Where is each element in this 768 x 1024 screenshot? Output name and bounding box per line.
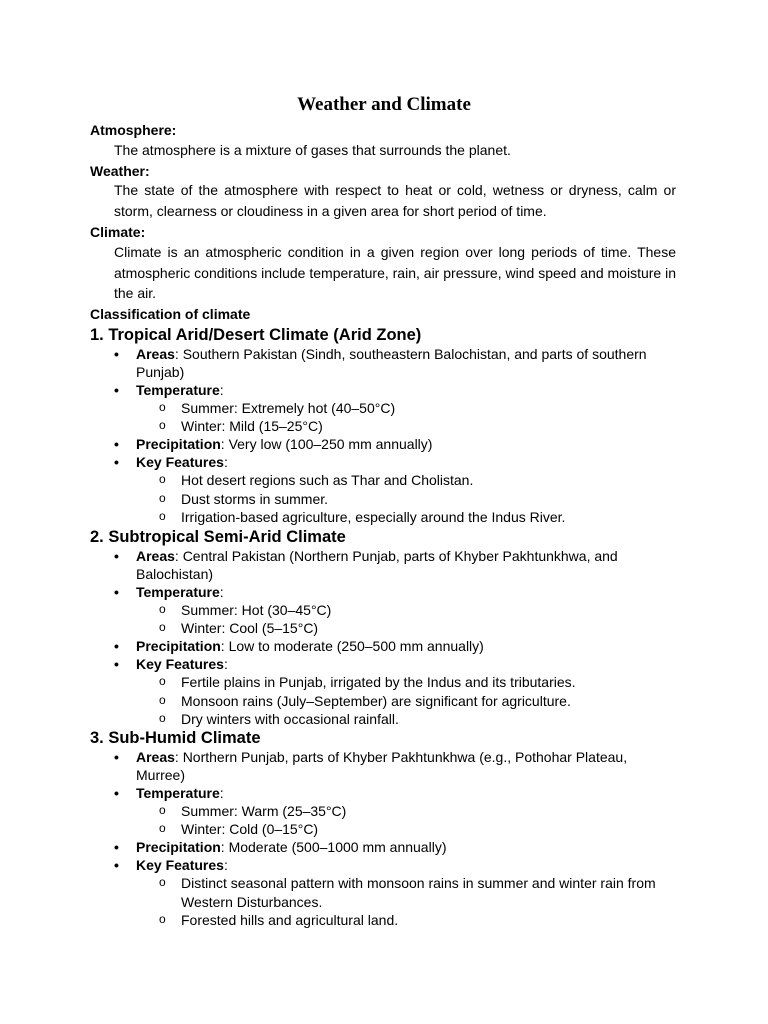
bullet-item-areas <box>90 748 676 784</box>
sub-item <box>136 802 671 820</box>
bullet-text: : Northern Punjab, parts of Khyber Pakhtunkhwa (e.g., Pothohar Plateau, Murree) <box>136 749 628 783</box>
sub-bullet-icon: o <box>159 692 166 707</box>
definition-term-climate: Climate: <box>90 224 146 240</box>
bullet-text: : <box>219 382 224 398</box>
sub-bullet-icon: o <box>159 472 166 487</box>
bullet-icon: • <box>114 785 119 801</box>
bullet-label: Precipitation <box>136 638 221 655</box>
sub-item <box>136 710 671 728</box>
sub-item-text: Summer: Extremely hot (40–50°C) <box>181 400 396 416</box>
bullet-label: Precipitation <box>136 436 221 453</box>
bullet-icon: • <box>114 656 119 673</box>
bullet-icon: • <box>114 454 119 471</box>
bullet-icon: • <box>114 839 119 856</box>
sub-item-text: Summer: Warm (25–35°C) <box>181 803 347 819</box>
bullet-icon: • <box>114 548 119 564</box>
bullet-item-temperature <box>90 381 676 435</box>
sub-item-text: Winter: Cool (5–15°C) <box>181 620 319 637</box>
bullet-text: : Southern Pakistan (Sindh, southeastern Balochistan, and parts of southern Punjab) <box>136 346 647 380</box>
sub-item-text: Irrigation-based agriculture, especially around the Indus River. <box>181 508 566 525</box>
sub-item-text: Monsoon rains (July–September) are significant for agriculture. <box>181 692 571 709</box>
sub-bullet-icon: o <box>159 674 166 689</box>
bullet-icon: • <box>114 638 119 655</box>
sub-list <box>90 673 676 728</box>
sub-bullet-icon: o <box>159 620 166 635</box>
bullet-label: Areas <box>136 749 175 765</box>
bullet-icon: • <box>114 584 119 600</box>
classification-heading: Classification of climate <box>90 306 251 322</box>
sub-item <box>136 692 671 710</box>
sub-item-text: Fertile plains in Punjab, irrigated by the Indus and its tributaries. <box>181 674 576 691</box>
sub-bullet-icon: o <box>159 875 166 890</box>
document-title: Weather and Climate <box>297 94 471 115</box>
section-title: 1. Tropical Arid/Desert Climate (Arid Zone) <box>90 326 422 344</box>
bullet-item-precipitation <box>90 838 676 856</box>
sub-list <box>90 471 676 526</box>
bullet-icon: • <box>114 346 119 362</box>
bullet-text: : Low to moderate (250–500 mm annually) <box>220 638 484 655</box>
sub-item-text: Dry winters with occasional rainfall. <box>181 710 399 727</box>
definition-text-climate: Climate is an atmospheric condition in a given region over long periods of time. These atmospheric conditions include temperature, rain, air pressure, wind speed and moisture in the air. <box>114 244 676 301</box>
bullet-text: : Very low (100–250 mm annually) <box>220 436 433 453</box>
bullet-icon: • <box>114 749 119 765</box>
definition-term-atmosphere: Atmosphere: <box>90 122 177 138</box>
definition-text-weather: The state of the atmosphere with respect to heat or cold, wetness or dryness, calm or storm, clearness or cloudiness in a given area for short period of time. <box>114 182 676 219</box>
bullet-label: Temperature <box>136 785 220 801</box>
bullet-list <box>90 547 690 728</box>
sub-item-text: Winter: Cold (0–15°C) <box>181 821 319 838</box>
sub-list <box>90 874 676 929</box>
bullet-text: : Central Pakistan (Northern Punjab, parts of Khyber Pakhtunkhwa, and Balochistan) <box>136 548 618 582</box>
sub-bullet-icon: o <box>159 710 166 725</box>
climate-section <box>90 527 690 728</box>
bullet-label: Key Features <box>136 656 224 673</box>
bullet-item-key-features <box>90 453 676 526</box>
bullet-label: Key Features <box>136 857 224 874</box>
sub-item <box>136 673 671 691</box>
sub-item-text: Dust storms in summer. <box>181 490 329 507</box>
sub-item-text: Forested hills and agricultural land. <box>181 911 399 928</box>
sub-item <box>136 399 671 417</box>
sub-bullet-icon: o <box>159 602 166 616</box>
sub-bullet-icon: o <box>159 490 166 505</box>
bullet-item-precipitation <box>90 637 676 655</box>
bullet-label: Key Features <box>136 454 224 471</box>
bullet-label: Precipitation <box>136 839 221 856</box>
bullet-text: : <box>219 785 224 801</box>
sub-item <box>136 471 671 489</box>
sub-item <box>136 874 671 910</box>
climate-section <box>90 728 690 929</box>
bullet-label: Areas <box>136 346 175 362</box>
bullet-icon: • <box>114 436 119 453</box>
bullet-label: Temperature <box>136 584 220 600</box>
sub-item <box>136 508 671 526</box>
bullet-list <box>90 345 690 526</box>
sub-item-text: Summer: Hot (30–45°C) <box>181 602 332 618</box>
bullet-item-temperature <box>90 784 676 838</box>
sub-item <box>136 911 671 929</box>
section-title: 3. Sub-Humid Climate <box>90 729 261 747</box>
sub-list <box>90 802 676 838</box>
sub-list <box>90 601 676 637</box>
sub-bullet-icon: o <box>159 418 166 433</box>
bullet-item-precipitation <box>90 435 676 453</box>
sub-item <box>136 490 671 508</box>
definition-term-weather: Weather: <box>90 163 150 179</box>
sub-item <box>136 417 671 435</box>
bullet-icon: • <box>114 857 119 874</box>
bullet-item-key-features <box>90 655 676 728</box>
bullet-text: : Moderate (500–1000 mm annually) <box>220 839 447 856</box>
bullet-label: Temperature <box>136 382 220 398</box>
bullet-list <box>90 748 690 929</box>
section-title: 2. Subtropical Semi-Arid Climate <box>90 528 346 546</box>
sub-item-text: Winter: Mild (15–25°C) <box>181 418 323 435</box>
bullet-text: : <box>219 584 224 600</box>
definition-text-atmosphere: The atmosphere is a mixture of gases that surrounds the planet. <box>114 142 511 158</box>
bullet-text: : <box>223 454 228 471</box>
climate-section <box>90 325 690 526</box>
bullet-item-temperature <box>90 583 676 637</box>
bullet-text: : <box>223 857 228 874</box>
bullet-label: Areas <box>136 548 175 564</box>
sub-bullet-icon: o <box>159 400 166 414</box>
bullet-item-areas <box>90 547 676 583</box>
sub-item <box>136 601 671 619</box>
sub-item <box>136 820 671 838</box>
sub-list <box>90 399 676 435</box>
sub-item <box>136 619 671 637</box>
sub-bullet-icon: o <box>159 508 166 523</box>
sub-item-text: Distinct seasonal pattern with monsoon rains in summer and winter rain from Western Disturbances. <box>181 875 656 910</box>
bullet-item-areas <box>90 345 676 381</box>
sub-bullet-icon: o <box>159 911 166 926</box>
bullet-text: : <box>223 656 228 673</box>
sub-item-text: Hot desert regions such as Thar and Cholistan. <box>181 472 474 489</box>
sub-bullet-icon: o <box>159 803 166 817</box>
sub-bullet-icon: o <box>159 821 166 836</box>
bullet-item-key-features <box>90 856 676 929</box>
bullet-icon: • <box>114 382 119 398</box>
